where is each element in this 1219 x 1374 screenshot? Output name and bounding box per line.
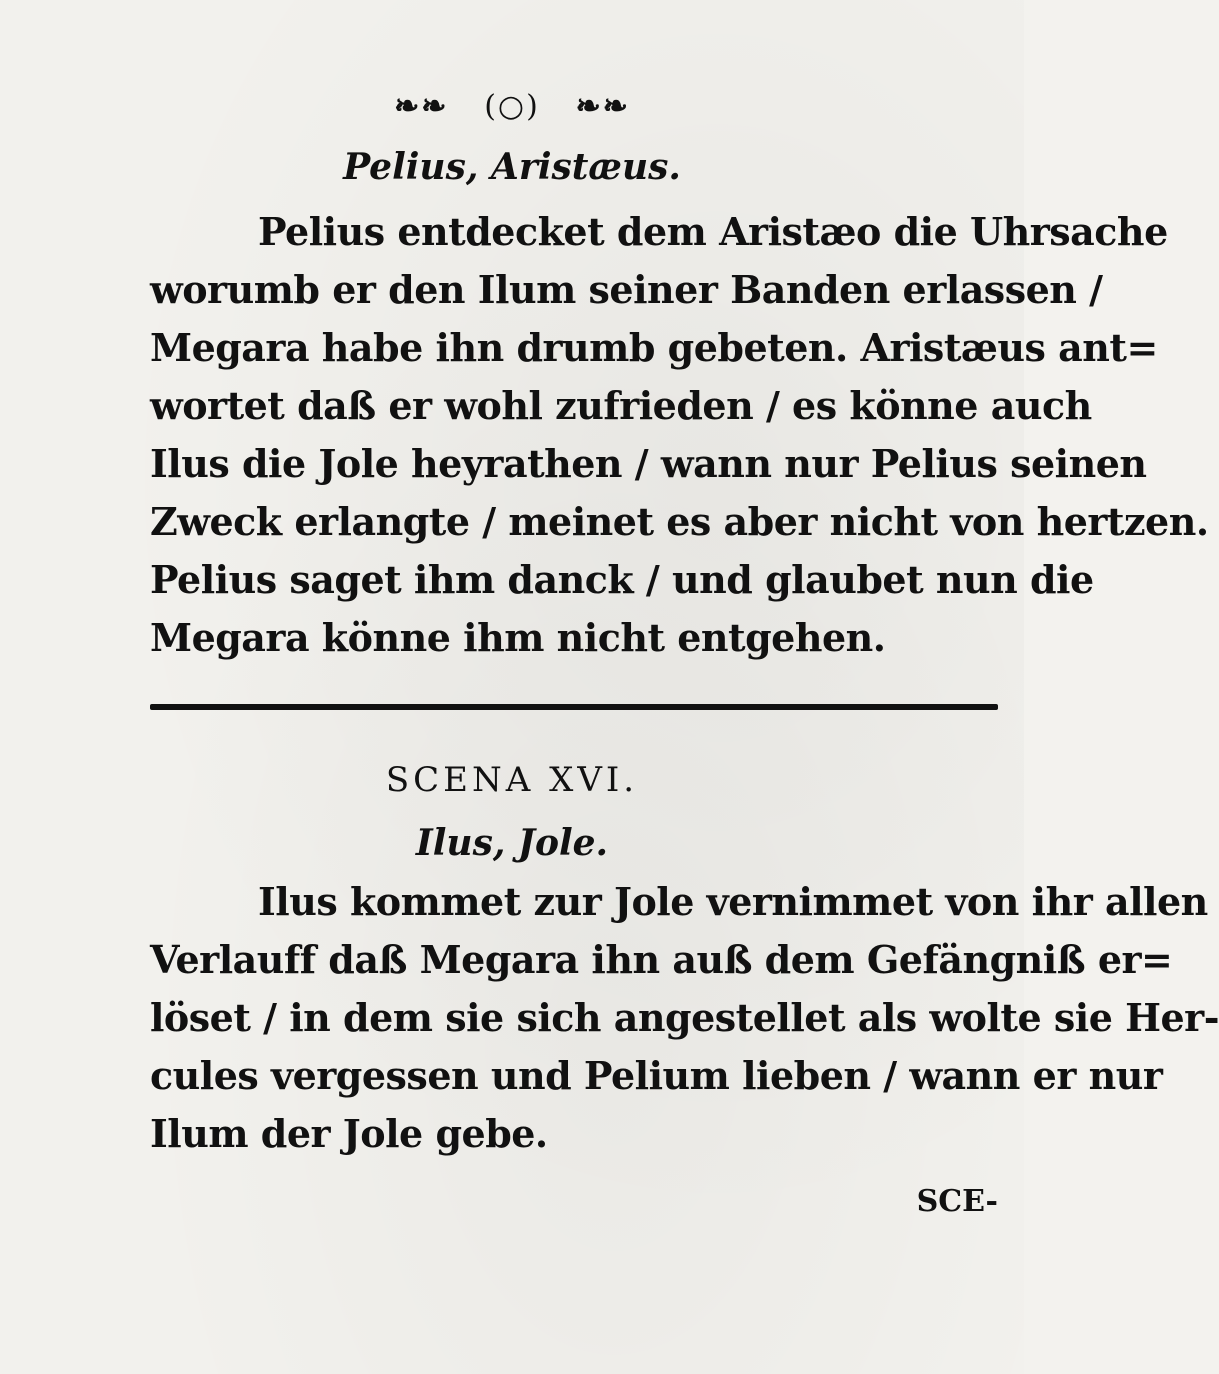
text-line: worumb er den Ilum seiner Banden erlassen /	[150, 267, 1103, 312]
text-line: Ilum der Jole gebe.	[150, 1111, 548, 1156]
scene-16-paragraph	[150, 873, 1219, 1163]
right-ornament-icon: ❧❧	[575, 88, 630, 124]
scene-16-speakers: Ilus, Jole.	[415, 822, 609, 864]
page-header	[0, 84, 1024, 124]
text-line: Megara habe ihn drumb gebeten. Aristæus ant=	[150, 325, 1158, 370]
text-line: löset / in dem sie sich angestellet als wolte sie Her-	[150, 995, 1219, 1040]
text-line: Ilus kommet zur Jole vernimmet von ihr allen	[258, 879, 1208, 924]
catchword: SCE-	[916, 1184, 998, 1219]
page-number: (○)	[484, 88, 540, 124]
text-line: Zweck erlangte / meinet es aber nicht von hertzen.	[150, 499, 1209, 544]
text-line: Ilus die Jole heyrathen / wann nur Pelius seinen	[150, 441, 1147, 486]
left-ornament-icon: ❧❧	[394, 88, 449, 124]
section-divider	[150, 704, 998, 710]
text-line: wortet daß er wohl zufrieden / es könne auch	[150, 383, 1092, 428]
text-line: cules vergessen und Pelium lieben / wann er nur	[150, 1053, 1163, 1098]
scene-15-paragraph	[150, 203, 1209, 667]
text-line: Megara könne ihm nicht entgehen.	[150, 615, 886, 660]
scene-16-title: SCENA XVI.	[385, 760, 639, 800]
text-line: Verlauff daß Megara ihn auß dem Gefängniß er=	[150, 937, 1173, 982]
scene-15-speakers: Pelius, Aristæus.	[343, 146, 681, 188]
text-line: Pelius entdecket dem Aristæo die Uhrsache	[258, 209, 1168, 254]
text-line: Pelius saget ihm danck / und glaubet nun die	[150, 557, 1094, 602]
